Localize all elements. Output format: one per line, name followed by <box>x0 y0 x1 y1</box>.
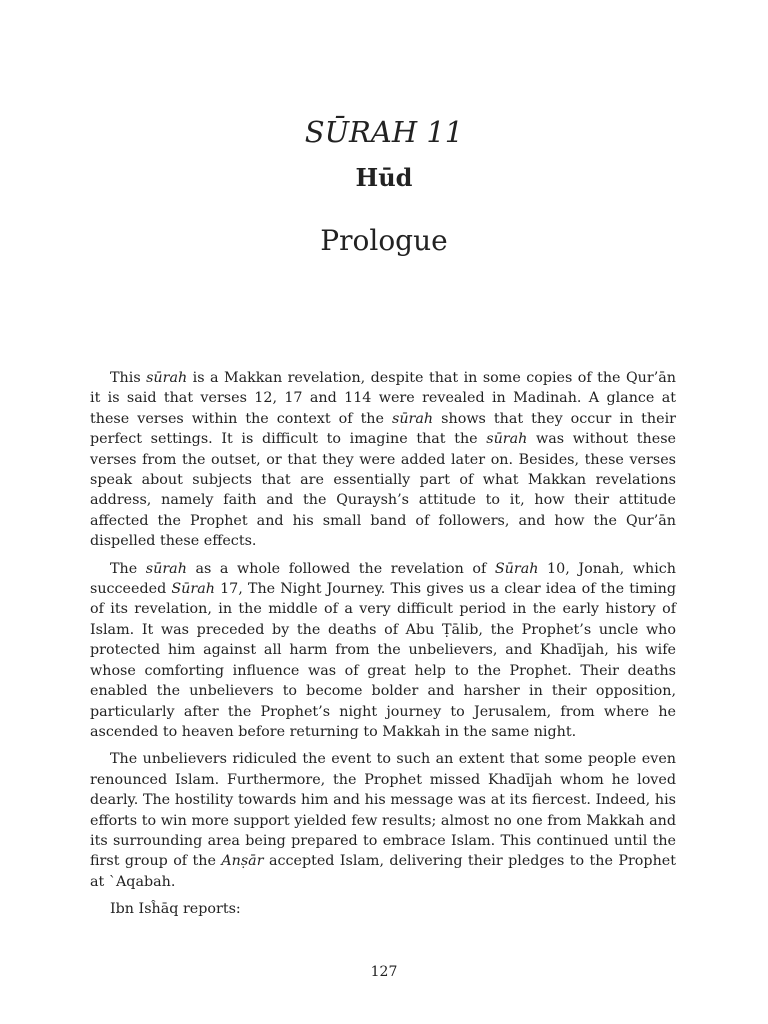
text-segment: 10, Jonah, which succeeded <box>90 560 676 598</box>
paragraph-1 <box>90 368 676 552</box>
paragraph-3 <box>90 749 676 892</box>
text-segment: as a whole followed the revelation of <box>186 560 495 577</box>
surah-name: Hūd <box>355 163 413 192</box>
text-segment: is a Makkan revelation, despite that in some copies of the Qur’ān it is said that verses 12, 17 and 114 were revealed in Madinah. A glance at these verses within the context of the <box>90 370 676 427</box>
italic-term: Sūrah <box>171 581 215 598</box>
page-number: 127 <box>370 964 398 980</box>
text-segment: was without these verses from the outset, or that they were added later on. Besides, these verses speak about subjects that are essentially part of what Makkan revelations address, namely faith and the Quraysh’s attitude to it, how their attitude affected the Prophet and his small band of followers, and how the Qur’ān dispelled these effects. <box>90 431 676 550</box>
body-text <box>90 368 676 927</box>
surah-title: SŪRAH 11 <box>304 115 464 149</box>
section-title: Prologue <box>320 224 448 257</box>
italic-term: sūrah <box>392 410 434 427</box>
text-segment: The <box>110 560 146 577</box>
italic-term: Anṣār <box>221 853 264 870</box>
text-segment: 17, The Night Journey. This gives us a clear idea of the timing of its revelation, in the middle of a very difficult period in the early history of Islam. It was preceded by the deaths of Abu Ṭālib, the Prophet’s uncle who protected him against all harm from the unbelievers, and Khadījah, his wife whose comforting influence was of great help to the Prophet. Their deaths enabled the unbelievers to become bolder and harsher in their opposition, particularly after the Prophet’s night journey to Jerusalem, from where he ascended to heaven before returning to Makkah in the same night. <box>90 581 676 740</box>
italic-term: sūrah <box>145 560 187 577</box>
text-segment: shows that they occur in their perfect settings. It is difficult to imagine that the <box>90 410 676 448</box>
text-segment: accepted Islam, delivering their pledges to the Prophet at `Aqabah. <box>90 853 676 890</box>
paragraph-4 <box>90 899 676 919</box>
paragraph-2 <box>90 559 676 743</box>
italic-term: sūrah <box>146 370 188 386</box>
text-segment: This <box>110 370 147 386</box>
text-segment: The unbelievers ridiculed the event to such an extent that some people even renounced Islam. Furthermore, the Prophet missed Khadījah whom he loved dearly. The hostility towards him and his message was at its fiercest. Indeed, his efforts to win more support yielded few results; almost no one from Makkah and its surrounding area being prepared to embrace Islam. This continued until the first group of the <box>90 751 676 870</box>
italic-term: sūrah <box>486 431 528 448</box>
italic-term: Sūrah <box>494 560 539 577</box>
text-segment: Ibn Isĥāq reports: <box>110 901 241 918</box>
